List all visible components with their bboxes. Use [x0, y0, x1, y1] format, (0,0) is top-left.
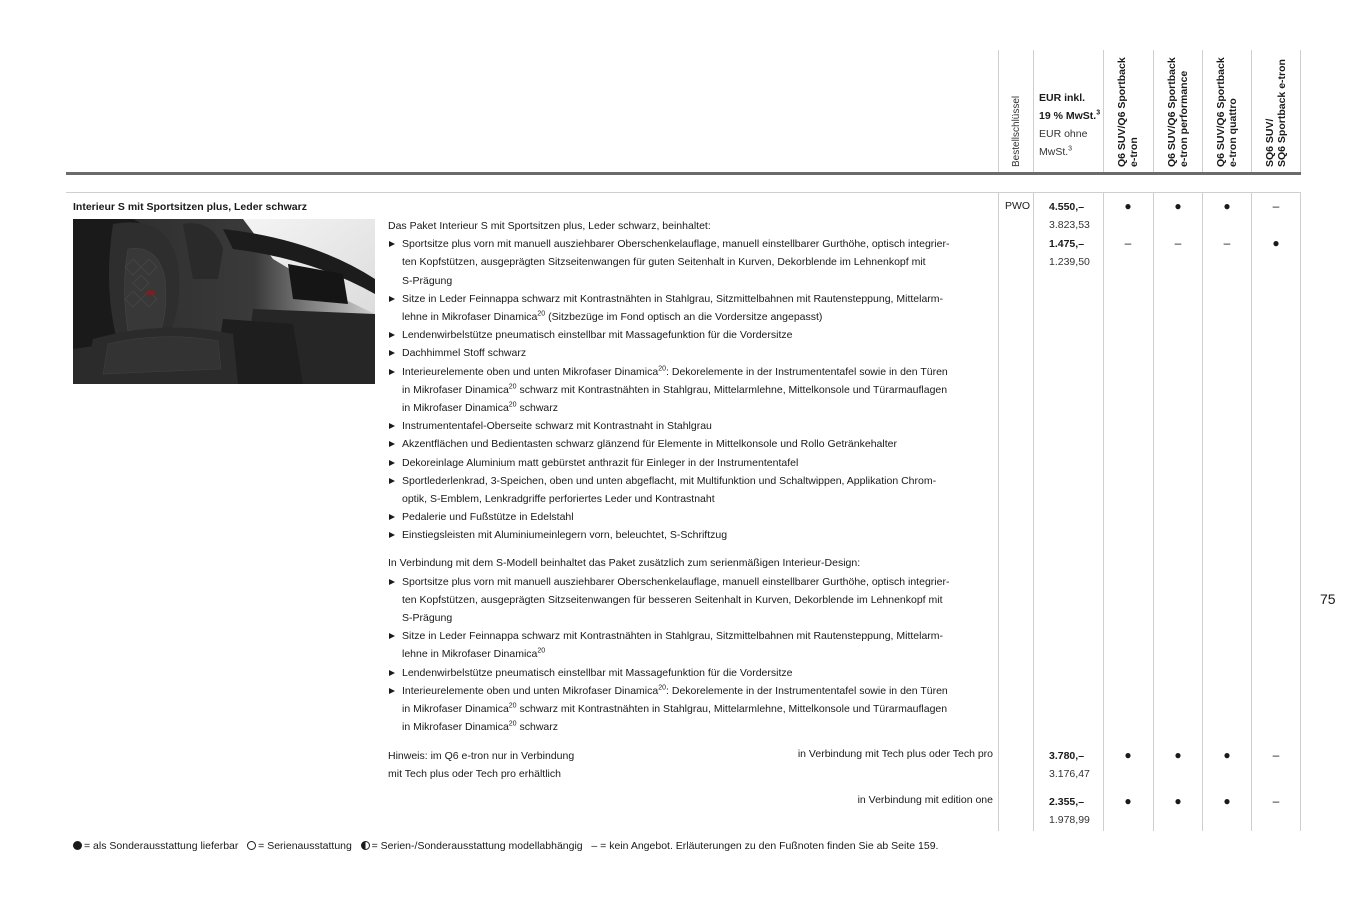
column-divider — [998, 50, 999, 172]
column-divider — [1300, 193, 1301, 831]
price-row-2: 1.475,– 1.239,50 — [1049, 238, 1090, 269]
list-item: Lendenwirbelstütze pneumatisch einstellbar mit Massagefunktion für die Vordersitze — [388, 664, 993, 682]
column-divider — [1103, 50, 1104, 172]
package-description — [388, 217, 993, 736]
availability-mark: ● — [1272, 236, 1280, 250]
header-model-q6-etron: Q6 SUV/Q6 Sportback e-tron — [1116, 57, 1140, 167]
availability-mark: – — [1272, 748, 1280, 762]
condition-edition-one: in Verbindung mit edition one — [857, 794, 993, 806]
price-row-1: 4.550,– 3.823,53 — [1049, 201, 1090, 232]
column-divider — [1300, 50, 1301, 172]
header-order-code: Bestellschlüssel — [1011, 95, 1022, 167]
header-model-q6-performance: Q6 SUV/Q6 Sportback e-tron performance — [1166, 57, 1190, 167]
header-model-sq6: SQ6 SUV/ SQ6 Sportback e-tron — [1264, 59, 1288, 167]
package-intro: Das Paket Interieur S mit Sportsitzen plus, Leder schwarz, beinhaltet: — [388, 220, 711, 232]
list-item: Sportsitze plus vorn mit manuell ausziehbarer Oberschenkelauflage, manuell einstellbarer Gurthöhe, optisch integrier- ten Kopfstützen, ausgeprägten Sitzseitenwangen für besseren Seitenhalt in Kurven, Dekorblende im Lehnenkopf mit S-Prägung — [388, 573, 993, 628]
legend: = als Sonderausstattung lieferbar = Serienausstattung = Serien-/Sonderausstattung modellabhängig – = kein Angebot. Erläuterungen zu den Fußnoten finden Sie ab Seite 159. — [73, 840, 938, 852]
column-divider — [1033, 193, 1034, 831]
package-feature-list — [388, 235, 993, 544]
availability-mark: ● — [1174, 199, 1182, 213]
filled-circle-icon — [73, 841, 82, 850]
price-row-3: 3.780,– 3.176,47 — [1049, 750, 1090, 781]
order-code: PWO — [1005, 200, 1031, 212]
availability-mark: ● — [1124, 199, 1132, 213]
hint-text: Hinweis: im Q6 e-tron nur in Verbindung mit Tech plus oder Tech pro erhältlich — [388, 750, 575, 781]
list-item: Interieurelemente oben und unten Mikrofaser Dinamica$^{20}$: Dekorelemente in der Instrumententafel sowie in den Türen in Mikrofaser Dinamica$^{20}$ schwarz mit Kontrastnähten in Stahlgrau, Mittelarmlehne, Mittelkonsole und Türarmauflagen in Mikrofaser Dinamica$^{20}$ schwarz — [388, 682, 993, 737]
availability-mark: – — [1124, 236, 1132, 250]
page-number: 75 — [1320, 591, 1336, 607]
availability-mark: ● — [1174, 794, 1182, 808]
list-item: Sportlederlenkrad, 3-Speichen, oben und unten abgeflacht, mit Multifunktion und Schaltwippen, Applikation Chrom- optik, S-Emblem, Lenkradgriffe perforiertes Leder und Kontrastnaht — [388, 472, 993, 508]
availability-mark: – — [1272, 199, 1280, 213]
availability-mark: – — [1272, 794, 1280, 808]
list-item: Dachhimmel Stoff schwarz — [388, 344, 993, 362]
interior-seat-photo — [73, 219, 375, 384]
header-price: EUR inkl. 19 % MwSt.$^3$ EUR ohne MwSt.$^3$ — [1039, 92, 1101, 158]
column-divider — [1153, 193, 1154, 831]
empty-circle-icon — [247, 841, 256, 850]
column-divider — [1251, 193, 1252, 831]
column-divider — [1153, 50, 1154, 172]
s-model-feature-list — [388, 573, 993, 737]
availability-mark: ● — [1174, 748, 1182, 762]
availability-mark: ● — [1223, 794, 1231, 808]
column-divider — [1202, 193, 1203, 831]
availability-mark: ● — [1124, 794, 1132, 808]
column-divider — [1033, 50, 1034, 172]
list-item: Lendenwirbelstütze pneumatisch einstellbar mit Massagefunktion für die Vordersitze — [388, 326, 993, 344]
list-item: Sitze in Leder Feinnappa schwarz mit Kontrastnähten in Stahlgrau, Sitzmittelbahnen mit Rautensteppung, Mittelarm- lehne in Mikrofaser Dinamica$^{20}$ (Sitzbezüge im Fond optisch an die Vordersitze angepasst) — [388, 290, 993, 326]
availability-mark: – — [1223, 236, 1231, 250]
list-item: Interieurelemente oben und unten Mikrofaser Dinamica$^{20}$: Dekorelemente in der Instrumententafel sowie in den Türen in Mikrofaser Dinamica$^{20}$ schwarz mit Kontrastnähten in Stahlgrau, Mittelarmlehne, Mittelkonsole und Türarmauflagen in Mikrofaser Dinamica$^{20}$ schwarz — [388, 363, 993, 418]
section-title: Interieur S mit Sportsitzen plus, Leder schwarz — [73, 201, 307, 213]
list-item: Pedalerie und Fußstütze in Edelstahl — [388, 508, 993, 526]
section-rule — [66, 192, 1301, 193]
availability-mark: ● — [1223, 748, 1231, 762]
availability-mark: ● — [1223, 199, 1231, 213]
availability-mark: ● — [1124, 748, 1132, 762]
availability-mark: – — [1174, 236, 1182, 250]
header-rule — [66, 172, 1301, 175]
s-model-intro: In Verbindung mit dem S-Modell beinhaltet das Paket zusätzlich zum serienmäßigen Interieur-Design: — [388, 557, 861, 570]
list-item: Einstiegsleisten mit Aluminiumeinlegern vorn, beleuchtet, S-Schriftzug — [388, 526, 993, 544]
column-divider — [1103, 193, 1104, 831]
list-item: Sitze in Leder Feinnappa schwarz mit Kontrastnähten in Stahlgrau, Sitzmittelbahnen mit Rautensteppung, Mittelarm- lehne in Mikrofaser Dinamica$^{20}$ — [388, 627, 993, 663]
column-divider — [998, 193, 999, 831]
price-row-4: 2.355,– 1.978,99 — [1049, 796, 1090, 827]
list-item: Akzentflächen und Bedientasten schwarz glänzend für Elemente in Mittelkonsole und Rollo Getränkehalter — [388, 435, 993, 453]
list-item: Dekoreinlage Aluminium matt gebürstet anthrazit für Einleger in der Instrumententafel — [388, 454, 993, 472]
header-model-q6-quattro: Q6 SUV/Q6 Sportback e-tron quattro — [1215, 57, 1239, 167]
condition-tech: in Verbindung mit Tech plus oder Tech pro — [797, 748, 993, 760]
list-item: Sportsitze plus vorn mit manuell ausziehbarer Oberschenkelauflage, manuell einstellbarer Gurthöhe, optisch integrier- ten Kopfstützen, ausgeprägten Sitzseitenwangen für guten Seitenhalt in Kurven, Dekorblende im Lehnenkopf mit S-Prägung — [388, 235, 993, 290]
column-divider — [1202, 50, 1203, 172]
column-divider — [1251, 50, 1252, 172]
half-circle-icon — [361, 841, 370, 850]
list-item: Instrumententafel-Oberseite schwarz mit Kontrastnaht in Stahlgrau — [388, 417, 993, 435]
